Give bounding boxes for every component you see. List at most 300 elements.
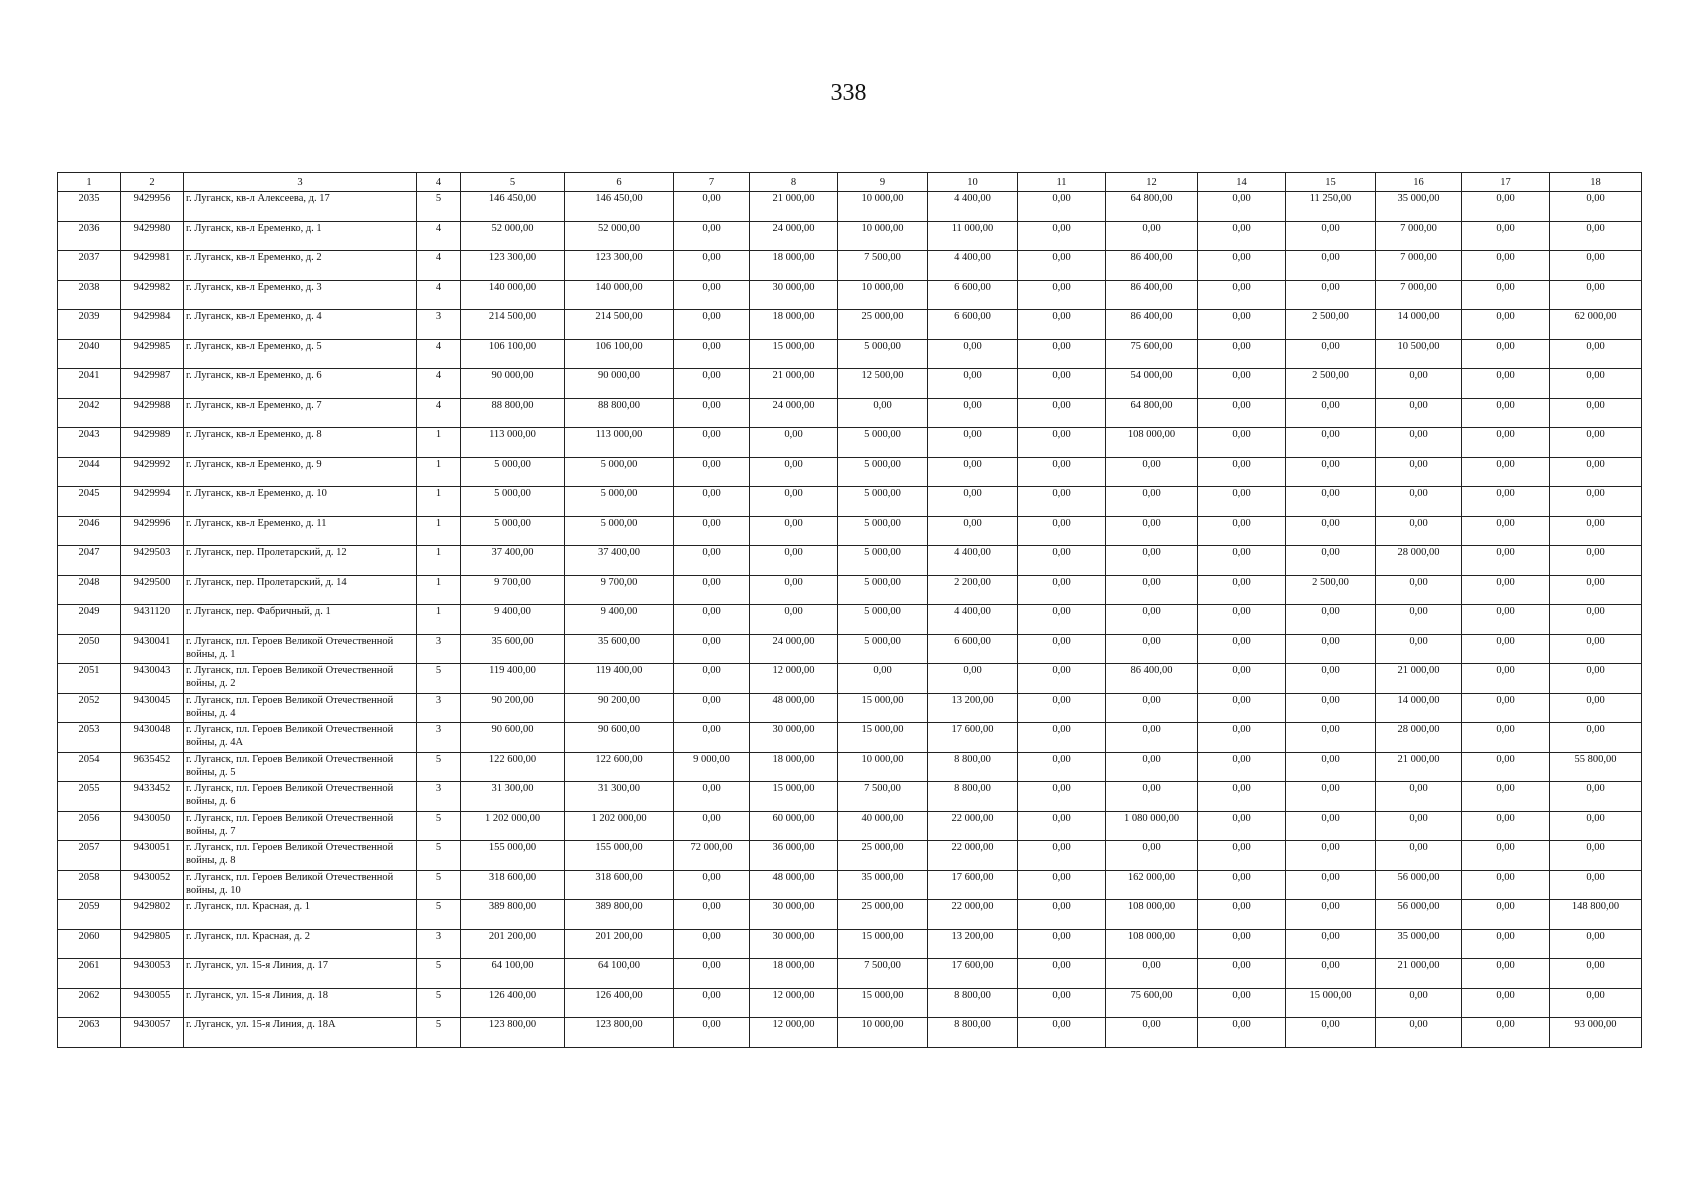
table-cell: 5 000,00 <box>838 428 928 458</box>
table-cell: 123 800,00 <box>461 1018 565 1048</box>
table-cell: 0,00 <box>1550 546 1642 576</box>
table-cell: 9429984 <box>121 310 184 340</box>
table-cell: 0,00 <box>1198 693 1286 723</box>
table-cell: 24 000,00 <box>750 221 838 251</box>
table-cell: 0,00 <box>1550 605 1642 635</box>
table-cell: 0,00 <box>1198 192 1286 222</box>
table-cell: 9429981 <box>121 251 184 281</box>
table-cell: 0,00 <box>1550 339 1642 369</box>
table-cell: 0,00 <box>1106 752 1198 782</box>
table-cell: 21 000,00 <box>1376 664 1462 694</box>
table-cell: 0,00 <box>1550 634 1642 664</box>
address-cell: г. Луганск, ул. 15-я Линия, д. 18 <box>184 988 417 1018</box>
table-cell: 0,00 <box>1550 959 1642 989</box>
table-cell: 0,00 <box>674 398 750 428</box>
table-cell: 90 600,00 <box>565 723 674 753</box>
table-cell: 0,00 <box>1462 487 1550 517</box>
table-cell: 0,00 <box>1376 988 1462 1018</box>
table-row <box>58 221 1642 251</box>
table-cell: 4 <box>417 251 461 281</box>
table-cell: 0,00 <box>674 428 750 458</box>
table-cell: 2058 <box>58 870 121 900</box>
table-cell: 0,00 <box>674 693 750 723</box>
column-header: 16 <box>1376 173 1462 192</box>
table-cell: 0,00 <box>1198 959 1286 989</box>
table-cell: 0,00 <box>1462 339 1550 369</box>
table-cell: 201 200,00 <box>565 929 674 959</box>
table-cell: 0,00 <box>1018 664 1106 694</box>
table-cell: 75 600,00 <box>1106 988 1198 1018</box>
table-cell: 22 000,00 <box>928 900 1018 930</box>
table-cell: 0,00 <box>674 369 750 399</box>
table-cell: 318 600,00 <box>565 870 674 900</box>
table-cell: 1 202 000,00 <box>565 811 674 841</box>
table-cell: 0,00 <box>1018 369 1106 399</box>
table-cell: 0,00 <box>674 723 750 753</box>
table-cell: 0,00 <box>1286 428 1376 458</box>
table-cell: 5 <box>417 900 461 930</box>
table-cell: 22 000,00 <box>928 841 1018 871</box>
table-cell: 1 <box>417 546 461 576</box>
table-cell: 0,00 <box>1286 339 1376 369</box>
table-cell: 4 <box>417 369 461 399</box>
table-cell: 5 <box>417 959 461 989</box>
table-cell: 17 600,00 <box>928 870 1018 900</box>
table-cell: 13 200,00 <box>928 929 1018 959</box>
table-cell: 10 500,00 <box>1376 339 1462 369</box>
table-cell: 126 400,00 <box>565 988 674 1018</box>
table-cell: 9429987 <box>121 369 184 399</box>
table-cell: 10 000,00 <box>838 221 928 251</box>
table-cell: 7 000,00 <box>1376 221 1462 251</box>
column-header: 18 <box>1550 173 1642 192</box>
table-row <box>58 988 1642 1018</box>
table-cell: 0,00 <box>1018 457 1106 487</box>
table-cell: 140 000,00 <box>461 280 565 310</box>
table-cell: 7 000,00 <box>1376 280 1462 310</box>
table-row <box>58 487 1642 517</box>
table-cell: 5 000,00 <box>838 487 928 517</box>
table-cell: 0,00 <box>1286 693 1376 723</box>
table-cell: 2040 <box>58 339 121 369</box>
table-cell: 0,00 <box>928 516 1018 546</box>
address-cell: г. Луганск, ул. 15-я Линия, д. 17 <box>184 959 417 989</box>
table-cell: 0,00 <box>1198 988 1286 1018</box>
table-cell: 9 700,00 <box>461 575 565 605</box>
table-cell: 2 500,00 <box>1286 369 1376 399</box>
table-cell: 5 000,00 <box>838 339 928 369</box>
table-cell: 5 000,00 <box>461 516 565 546</box>
table-header <box>58 173 1642 192</box>
table-cell: 2044 <box>58 457 121 487</box>
table-cell: 14 000,00 <box>1376 310 1462 340</box>
table-cell: 0,00 <box>1462 870 1550 900</box>
table-cell: 1 202 000,00 <box>461 811 565 841</box>
table-cell: 0,00 <box>1018 782 1106 812</box>
table-cell: 2035 <box>58 192 121 222</box>
address-cell: г. Луганск, кв-л Еременко, д. 5 <box>184 339 417 369</box>
table-cell: 0,00 <box>1286 398 1376 428</box>
table-cell: 31 300,00 <box>565 782 674 812</box>
table-cell: 2049 <box>58 605 121 635</box>
table-cell: 0,00 <box>1286 900 1376 930</box>
table-cell: 7 500,00 <box>838 251 928 281</box>
table-cell: 18 000,00 <box>750 959 838 989</box>
table-cell: 9429985 <box>121 339 184 369</box>
table-cell: 0,00 <box>674 221 750 251</box>
table-cell: 0,00 <box>750 516 838 546</box>
table-cell: 90 000,00 <box>565 369 674 399</box>
table-cell: 2063 <box>58 1018 121 1048</box>
table-cell: 0,00 <box>674 811 750 841</box>
column-header: 15 <box>1286 173 1376 192</box>
table-cell: 0,00 <box>1286 605 1376 635</box>
address-cell: г. Луганск, кв-л Еременко, д. 9 <box>184 457 417 487</box>
table-cell: 113 000,00 <box>565 428 674 458</box>
table-cell: 0,00 <box>1018 693 1106 723</box>
table-cell: 0,00 <box>1106 1018 1198 1048</box>
address-cell: г. Луганск, пл. Красная, д. 2 <box>184 929 417 959</box>
table-cell: 56 000,00 <box>1376 870 1462 900</box>
table-cell: 0,00 <box>1550 988 1642 1018</box>
column-header: 5 <box>461 173 565 192</box>
table-cell: 0,00 <box>750 605 838 635</box>
table-cell: 0,00 <box>1106 782 1198 812</box>
table-cell: 9430048 <box>121 723 184 753</box>
table-row <box>58 723 1642 753</box>
table-cell: 0,00 <box>1198 1018 1286 1048</box>
table-cell: 4 400,00 <box>928 546 1018 576</box>
table-cell: 10 000,00 <box>838 280 928 310</box>
table-cell: 2050 <box>58 634 121 664</box>
table-row <box>58 929 1642 959</box>
table-cell: 0,00 <box>1462 900 1550 930</box>
table-cell: 5 000,00 <box>838 605 928 635</box>
table-cell: 0,00 <box>1286 664 1376 694</box>
table-cell: 0,00 <box>1462 546 1550 576</box>
table-cell: 0,00 <box>750 457 838 487</box>
table-cell: 28 000,00 <box>1376 723 1462 753</box>
table-cell: 0,00 <box>928 369 1018 399</box>
table-cell: 21 000,00 <box>750 369 838 399</box>
table-cell: 35 000,00 <box>1376 929 1462 959</box>
table-cell: 0,00 <box>674 251 750 281</box>
table-cell: 0,00 <box>1018 841 1106 871</box>
table-cell: 0,00 <box>1462 693 1550 723</box>
table-cell: 0,00 <box>1198 841 1286 871</box>
table-cell: 0,00 <box>1018 900 1106 930</box>
table-cell: 0,00 <box>1462 929 1550 959</box>
table-cell: 108 000,00 <box>1106 929 1198 959</box>
table-row <box>58 959 1642 989</box>
data-table <box>57 172 1642 1048</box>
table-cell: 0,00 <box>1550 457 1642 487</box>
table-cell: 0,00 <box>1198 929 1286 959</box>
table-cell: 0,00 <box>1018 251 1106 281</box>
table-cell: 2036 <box>58 221 121 251</box>
table-cell: 2048 <box>58 575 121 605</box>
table-cell: 9429996 <box>121 516 184 546</box>
table-cell: 0,00 <box>1018 752 1106 782</box>
table-cell: 0,00 <box>1462 428 1550 458</box>
table-cell: 0,00 <box>928 457 1018 487</box>
address-cell: г. Луганск, кв-л Еременко, д. 7 <box>184 398 417 428</box>
table-cell: 0,00 <box>1376 605 1462 635</box>
address-cell: г. Луганск, пл. Героев Великой Отечественной войны, д. 5 <box>184 752 417 782</box>
table-cell: 10 000,00 <box>838 1018 928 1048</box>
column-header: 17 <box>1462 173 1550 192</box>
table-cell: 2045 <box>58 487 121 517</box>
table-cell: 0,00 <box>1198 310 1286 340</box>
table-cell: 88 800,00 <box>565 398 674 428</box>
table-cell: 30 000,00 <box>750 929 838 959</box>
table-cell: 0,00 <box>1018 487 1106 517</box>
table-cell: 0,00 <box>1550 398 1642 428</box>
table-cell: 2043 <box>58 428 121 458</box>
table-cell: 113 000,00 <box>461 428 565 458</box>
table-cell: 30 000,00 <box>750 723 838 753</box>
table-cell: 0,00 <box>1198 870 1286 900</box>
table-cell: 0,00 <box>750 575 838 605</box>
table-cell: 4 400,00 <box>928 192 1018 222</box>
table-cell: 0,00 <box>1550 664 1642 694</box>
table-cell: 0,00 <box>1018 428 1106 458</box>
table-row <box>58 900 1642 930</box>
table-cell: 0,00 <box>1286 457 1376 487</box>
table-cell: 106 100,00 <box>565 339 674 369</box>
table-cell: 0,00 <box>1198 457 1286 487</box>
table-cell: 0,00 <box>1018 280 1106 310</box>
table-cell: 9 400,00 <box>565 605 674 635</box>
table-cell: 5 <box>417 870 461 900</box>
table-cell: 126 400,00 <box>461 988 565 1018</box>
table-cell: 0,00 <box>1286 487 1376 517</box>
table-cell: 0,00 <box>1106 693 1198 723</box>
table-cell: 9429802 <box>121 900 184 930</box>
table-cell: 2041 <box>58 369 121 399</box>
table-cell: 0,00 <box>1462 605 1550 635</box>
table-cell: 123 300,00 <box>565 251 674 281</box>
header-row <box>58 173 1642 192</box>
table-cell: 0,00 <box>838 664 928 694</box>
table-cell: 90 200,00 <box>565 693 674 723</box>
table-cell: 7 500,00 <box>838 959 928 989</box>
table-cell: 30 000,00 <box>750 900 838 930</box>
table-cell: 0,00 <box>1106 723 1198 753</box>
table-cell: 389 800,00 <box>461 900 565 930</box>
table-cell: 15 000,00 <box>1286 988 1376 1018</box>
table-cell: 0,00 <box>1286 280 1376 310</box>
table-cell: 18 000,00 <box>750 251 838 281</box>
table-cell: 0,00 <box>1376 811 1462 841</box>
table-cell: 9429989 <box>121 428 184 458</box>
table-cell: 21 000,00 <box>1376 959 1462 989</box>
table-cell: 35 600,00 <box>565 634 674 664</box>
table-cell: 9430041 <box>121 634 184 664</box>
table-cell: 9429994 <box>121 487 184 517</box>
table-cell: 0,00 <box>674 457 750 487</box>
table-cell: 0,00 <box>1198 428 1286 458</box>
table-cell: 2061 <box>58 959 121 989</box>
table-cell: 0,00 <box>1198 398 1286 428</box>
table-row <box>58 428 1642 458</box>
table-cell: 0,00 <box>674 575 750 605</box>
table-cell: 5 000,00 <box>461 457 565 487</box>
table-cell: 21 000,00 <box>1376 752 1462 782</box>
table-cell: 123 300,00 <box>461 251 565 281</box>
column-header: 9 <box>838 173 928 192</box>
table-cell: 2 500,00 <box>1286 575 1376 605</box>
table-cell: 0,00 <box>1018 192 1106 222</box>
column-header: 4 <box>417 173 461 192</box>
address-cell: г. Луганск, кв-л Еременко, д. 8 <box>184 428 417 458</box>
column-header: 12 <box>1106 173 1198 192</box>
table-cell: 0,00 <box>674 280 750 310</box>
address-cell: г. Луганск, пл. Героев Великой Отечественной войны, д. 2 <box>184 664 417 694</box>
table-cell: 9429500 <box>121 575 184 605</box>
table-cell: 64 800,00 <box>1106 398 1198 428</box>
table-cell: 56 000,00 <box>1376 900 1462 930</box>
table-cell: 0,00 <box>1550 280 1642 310</box>
column-header: 14 <box>1198 173 1286 192</box>
table-cell: 0,00 <box>1198 900 1286 930</box>
column-header: 6 <box>565 173 674 192</box>
table-row <box>58 280 1642 310</box>
table-body <box>58 192 1642 1048</box>
table-cell: 0,00 <box>1198 487 1286 517</box>
table-cell: 3 <box>417 634 461 664</box>
table-cell: 0,00 <box>674 516 750 546</box>
table-cell: 0,00 <box>1286 251 1376 281</box>
table-cell: 0,00 <box>1550 487 1642 517</box>
table-cell: 22 000,00 <box>928 811 1018 841</box>
table-row <box>58 782 1642 812</box>
table-cell: 5 <box>417 841 461 871</box>
table-cell: 0,00 <box>1018 929 1106 959</box>
table-cell: 15 000,00 <box>750 782 838 812</box>
table-cell: 4 400,00 <box>928 251 1018 281</box>
table-cell: 60 000,00 <box>750 811 838 841</box>
table-cell: 0,00 <box>1376 369 1462 399</box>
table-cell: 0,00 <box>674 339 750 369</box>
table-cell: 0,00 <box>750 487 838 517</box>
table-cell: 37 400,00 <box>461 546 565 576</box>
table-cell: 0,00 <box>1018 959 1106 989</box>
table-cell: 25 000,00 <box>838 900 928 930</box>
table-row <box>58 841 1642 871</box>
table-cell: 1 <box>417 487 461 517</box>
table-cell: 3 <box>417 693 461 723</box>
table-cell: 0,00 <box>1550 782 1642 812</box>
table-cell: 2047 <box>58 546 121 576</box>
table-cell: 0,00 <box>1198 782 1286 812</box>
table-cell: 36 000,00 <box>750 841 838 871</box>
table-cell: 8 800,00 <box>928 988 1018 1018</box>
table-cell: 0,00 <box>1198 575 1286 605</box>
table-cell: 35 000,00 <box>1376 192 1462 222</box>
table-cell: 0,00 <box>1018 221 1106 251</box>
table-cell: 24 000,00 <box>750 634 838 664</box>
table-cell: 8 800,00 <box>928 1018 1018 1048</box>
table-cell: 88 800,00 <box>461 398 565 428</box>
table-cell: 0,00 <box>1376 575 1462 605</box>
table-cell: 8 800,00 <box>928 752 1018 782</box>
column-header: 7 <box>674 173 750 192</box>
table-cell: 0,00 <box>928 398 1018 428</box>
table-cell: 0,00 <box>1550 251 1642 281</box>
table-cell: 0,00 <box>1286 870 1376 900</box>
table-cell: 40 000,00 <box>838 811 928 841</box>
table-row <box>58 457 1642 487</box>
table-cell: 0,00 <box>838 398 928 428</box>
table-cell: 0,00 <box>1198 634 1286 664</box>
table-cell: 2038 <box>58 280 121 310</box>
table-cell: 0,00 <box>1462 457 1550 487</box>
address-cell: г. Луганск, кв-л Еременко, д. 11 <box>184 516 417 546</box>
table-cell: 0,00 <box>928 487 1018 517</box>
table-cell: 52 000,00 <box>461 221 565 251</box>
table-cell: 0,00 <box>1550 929 1642 959</box>
address-cell: г. Луганск, кв-л Еременко, д. 6 <box>184 369 417 399</box>
table-cell: 10 000,00 <box>838 752 928 782</box>
table-cell: 0,00 <box>1286 841 1376 871</box>
table-cell: 0,00 <box>1376 841 1462 871</box>
table-row <box>58 1018 1642 1048</box>
table-cell: 48 000,00 <box>750 870 838 900</box>
table-cell: 5 000,00 <box>838 457 928 487</box>
table-cell: 5 <box>417 192 461 222</box>
table-row <box>58 811 1642 841</box>
table-cell: 0,00 <box>1376 487 1462 517</box>
address-cell: г. Луганск, пл. Героев Великой Отечественной войны, д. 6 <box>184 782 417 812</box>
table-cell: 0,00 <box>1018 546 1106 576</box>
table-cell: 0,00 <box>674 1018 750 1048</box>
table-cell: 12 000,00 <box>750 1018 838 1048</box>
table-cell: 0,00 <box>1462 811 1550 841</box>
table-cell: 62 000,00 <box>1550 310 1642 340</box>
table-cell: 2039 <box>58 310 121 340</box>
table-cell: 5 <box>417 988 461 1018</box>
table-cell: 318 600,00 <box>461 870 565 900</box>
table-cell: 64 800,00 <box>1106 192 1198 222</box>
table-cell: 4 400,00 <box>928 605 1018 635</box>
table-cell: 0,00 <box>1462 575 1550 605</box>
table-cell: 0,00 <box>674 900 750 930</box>
table-cell: 30 000,00 <box>750 280 838 310</box>
table-cell: 35 000,00 <box>838 870 928 900</box>
table-row <box>58 310 1642 340</box>
table-cell: 0,00 <box>1462 192 1550 222</box>
table-cell: 86 400,00 <box>1106 280 1198 310</box>
table-cell: 389 800,00 <box>565 900 674 930</box>
table-cell: 0,00 <box>1462 221 1550 251</box>
table-cell: 0,00 <box>1286 546 1376 576</box>
table-cell: 9431120 <box>121 605 184 635</box>
table-cell: 0,00 <box>1376 634 1462 664</box>
table-cell: 0,00 <box>1198 605 1286 635</box>
table-cell: 6 600,00 <box>928 280 1018 310</box>
table-cell: 162 000,00 <box>1106 870 1198 900</box>
table-cell: 0,00 <box>1376 1018 1462 1048</box>
table-cell: 2059 <box>58 900 121 930</box>
table-row <box>58 398 1642 428</box>
table-row <box>58 664 1642 694</box>
table-cell: 15 000,00 <box>750 339 838 369</box>
table-cell: 0,00 <box>674 487 750 517</box>
table-cell: 2052 <box>58 693 121 723</box>
table-cell: 90 600,00 <box>461 723 565 753</box>
table-cell: 0,00 <box>1286 959 1376 989</box>
